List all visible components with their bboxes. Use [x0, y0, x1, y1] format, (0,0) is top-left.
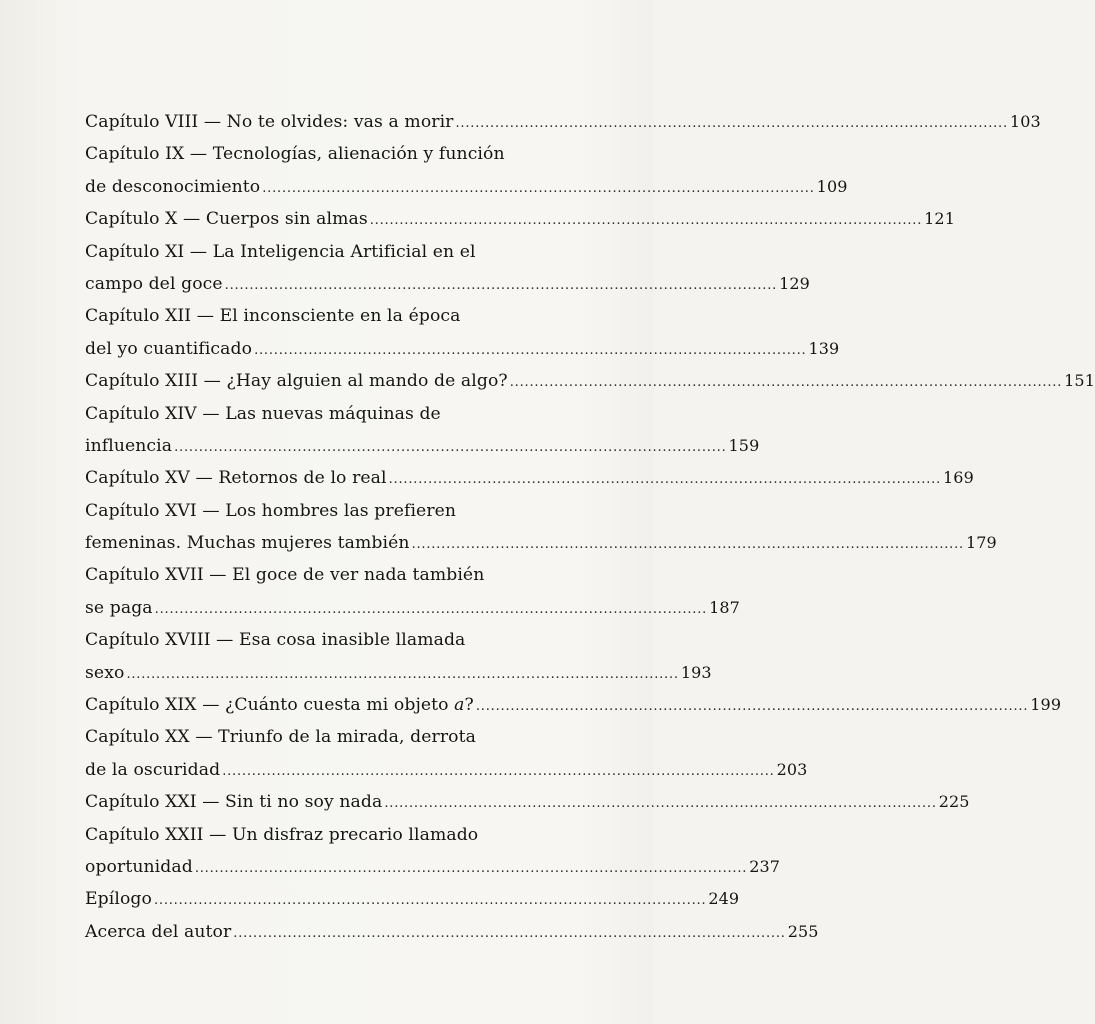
- toc-page-number: 129: [779, 273, 810, 293]
- toc-entry-title: Capítulo IX — Tecnologías, alienación y función: [85, 144, 505, 165]
- toc-page-number: 159: [728, 435, 760, 455]
- toc-entry-chapter-16-continued: [85, 527, 997, 559]
- toc-entry-chapter-17: [85, 559, 567, 591]
- toc-page-number: 169: [943, 468, 974, 488]
- toc-entry-chapter-13: [85, 365, 1095, 397]
- toc-entry-title: Capítulo XI — La Inteligencia Artificial en el: [85, 241, 476, 262]
- toc-entry-title-continued: sexo: [85, 662, 125, 683]
- toc-entry-title: Capítulo XIII — ¿Hay alguien al mando de algo?: [85, 371, 508, 392]
- italic-object-a: a: [454, 695, 465, 716]
- dot-leader: ................................................................................................................: [254, 342, 807, 358]
- toc-entry-title-continued: se paga: [85, 597, 153, 618]
- toc-entry-title-continued: del yo cuantificado: [85, 338, 253, 359]
- toc-entry-chapter-19: [85, 689, 1062, 721]
- toc-page-number: 109: [816, 176, 848, 196]
- toc-entry-title: Capítulo XVIII — Esa cosa inasible llamada: [85, 630, 466, 651]
- toc-entry-title: Capítulo XXI — Sin ti no soy nada: [85, 792, 383, 813]
- toc-page-number: 225: [938, 792, 970, 812]
- toc-entry-title-continued: campo del goce: [85, 273, 223, 294]
- toc-entry-title-continued: femeninas. Muchas mujeres también: [85, 533, 410, 554]
- toc-entry-chapter-11: [85, 236, 567, 268]
- dot-leader: ................................................................................................................: [388, 472, 942, 488]
- toc-entry-title: Capítulo XXII — Un disfraz precario llamado: [85, 824, 479, 845]
- toc-entry-title-continued: de desconocimiento: [85, 176, 261, 197]
- toc-entry-title-text: Capítulo XIX — ¿Cuánto cuesta mi objeto: [85, 695, 455, 716]
- toc-entry-chapter-22: [85, 819, 567, 851]
- toc-entry-title: Capítulo XII — El inconsciente en la época: [85, 306, 461, 327]
- toc-entry-title: Capítulo XV — Retornos de lo real: [85, 468, 387, 489]
- toc-entry-chapter-8: [85, 106, 1041, 138]
- toc-entry-chapter-14-continued: [85, 430, 760, 462]
- dot-leader: ................................................................................................................: [153, 893, 707, 909]
- toc-entry-chapter-12: [85, 300, 567, 332]
- toc-entry-about-author: [85, 916, 819, 948]
- toc-entry-chapter-22-continued: [85, 851, 781, 883]
- toc-entry-chapter-18-continued: [85, 657, 712, 689]
- toc-page-number: 187: [709, 597, 740, 617]
- toc-entry-title-end: ?: [464, 695, 474, 716]
- toc-entry-chapter-20-continued: [85, 754, 808, 786]
- toc-entry-title: Epílogo: [85, 889, 152, 910]
- toc-page-number: 193: [680, 662, 712, 682]
- table-of-contents: [85, 106, 1095, 948]
- toc-entry-title-continued: oportunidad: [85, 856, 193, 877]
- toc-page-number: 237: [749, 856, 781, 876]
- dot-leader: ................................................................................................................: [154, 601, 708, 617]
- toc-entry-title: Capítulo XX — Triunfo de la mirada, derrota: [85, 727, 476, 748]
- toc-page-number: 199: [1030, 695, 1062, 715]
- dot-leader: ................................................................................................................: [369, 213, 923, 229]
- toc-entry-chapter-15: [85, 462, 974, 494]
- toc-page-number: 121: [924, 209, 955, 229]
- toc-entry-chapter-18: [85, 624, 567, 656]
- dot-leader: ................................................................................................................: [411, 537, 964, 553]
- dot-leader: ................................................................................................................: [224, 277, 778, 293]
- dot-leader: ................................................................................................................: [384, 796, 937, 812]
- toc-entry-chapter-12-continued: [85, 333, 840, 365]
- toc-entry-title: Capítulo XVII — El goce de ver nada también: [85, 565, 485, 586]
- toc-entry-title: Capítulo X — Cuerpos sin almas: [85, 209, 368, 230]
- toc-entry-title: [85, 689, 474, 721]
- toc-entry-title-continued: influencia: [85, 435, 173, 456]
- dot-leader: ................................................................................................................: [262, 180, 815, 196]
- toc-entry-chapter-17-continued: [85, 592, 740, 624]
- toc-entry-chapter-14: [85, 398, 567, 430]
- toc-page-number: 179: [965, 533, 997, 553]
- toc-page-number: 255: [787, 921, 819, 941]
- toc-entry-title: Capítulo XVI — Los hombres las prefieren: [85, 500, 457, 521]
- toc-entry-title-continued: de la oscuridad: [85, 759, 221, 780]
- dot-leader: ................................................................................................................: [233, 925, 786, 941]
- toc-page-number: 103: [1009, 112, 1041, 131]
- toc-entry-chapter-20: [85, 721, 567, 753]
- toc-entry-chapter-11-continued: [85, 268, 810, 300]
- toc-page-number: 249: [708, 889, 740, 909]
- toc-page-number: 139: [808, 338, 840, 358]
- toc-entry-chapter-9-continued: [85, 171, 848, 203]
- dot-leader: ................................................................................................................: [509, 375, 1063, 391]
- toc-page-number: 151: [1064, 371, 1095, 391]
- dot-leader: ................................................................................................................: [174, 439, 727, 455]
- toc-entry-title: Acerca del autor: [85, 921, 232, 942]
- toc-entry-epilogue: [85, 883, 740, 915]
- toc-entry-title: Capítulo VIII — No te olvides: vas a morir: [85, 112, 454, 132]
- dot-leader: ................................................................................................................: [222, 763, 775, 779]
- toc-entry-chapter-10: [85, 203, 955, 235]
- toc-entry-chapter-9: [85, 138, 567, 170]
- toc-entry-chapter-16: [85, 495, 567, 527]
- toc-page-number: 203: [776, 759, 808, 779]
- dot-leader: ................................................................................................................: [475, 699, 1029, 715]
- dot-leader: ................................................................................................................: [194, 860, 748, 876]
- toc-entry-title: Capítulo XIV — Las nuevas máquinas de: [85, 403, 441, 424]
- dot-leader: ................................................................................................................: [455, 116, 1008, 131]
- dot-leader: ................................................................................................................: [126, 666, 679, 682]
- toc-entry-chapter-21: [85, 786, 970, 818]
